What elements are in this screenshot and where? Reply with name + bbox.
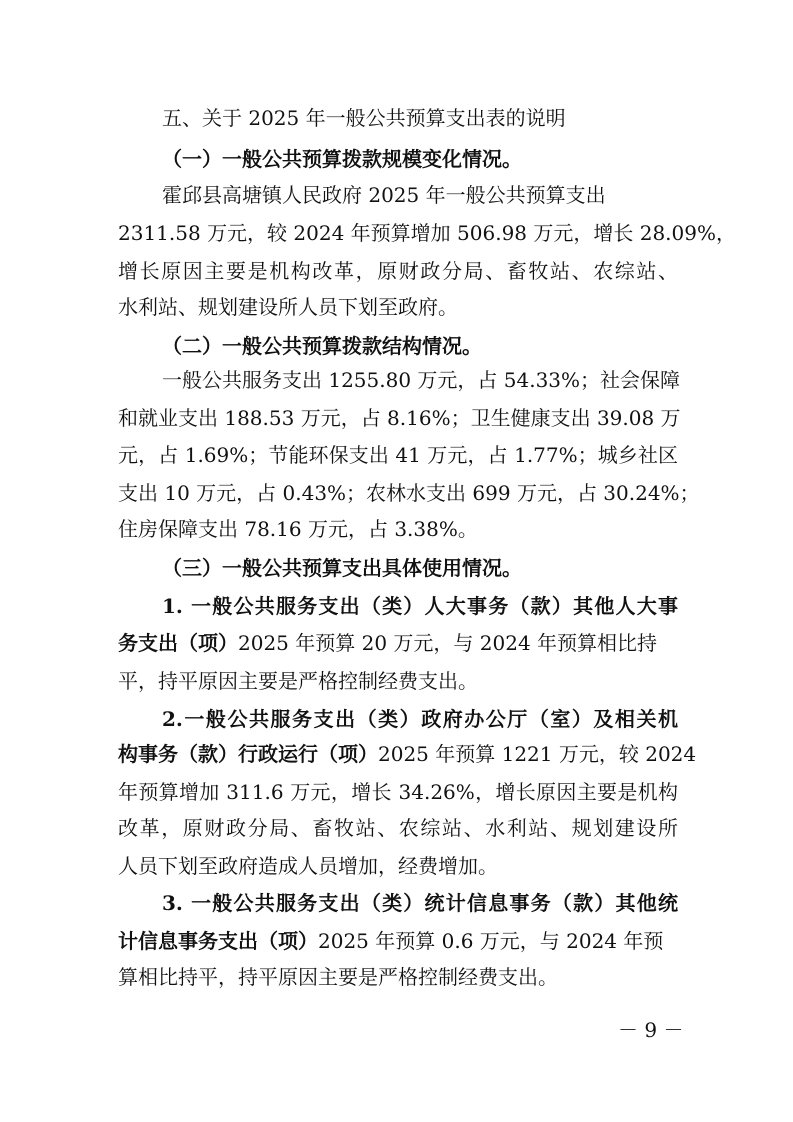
item-1-rest: 2025 年预算 20 万元，与 2024 年预算相比持 xyxy=(238,631,658,655)
item-3-rest: 2025 年预算 0.6 万元，与 2024 年预 xyxy=(318,929,664,953)
paragraph-1-line-2: 2311.58 万元，较 2024 年预算增加 506.98 万元，增长 28.09%， xyxy=(118,221,736,245)
paragraph-2-line-5: 住房保障支出 78.16 万元，占 3.38%。 xyxy=(118,517,478,541)
subsection-heading-2: （二）一般公共预算拨款结构情况。 xyxy=(162,334,482,358)
section-title: 五、关于 2025 年一般公共预算支出表的说明 xyxy=(162,106,566,130)
item-2-line-2 xyxy=(118,742,697,766)
paragraph-2-line-2: 和就业支出 188.53 万元，占 8.16%；卫生健康支出 39.08 万 xyxy=(118,406,681,430)
paragraph-1-line-3: 增长原因主要是机构改革，原财政分局、畜牧站、农综站、 xyxy=(118,259,678,283)
item-1-line-2 xyxy=(118,631,678,655)
item-3-bold-part: 计信息事务支出（项） xyxy=(118,929,318,953)
item-3-line-2 xyxy=(118,929,678,953)
item-1-line-3: 平，持平原因主要是严格控制经费支出。 xyxy=(118,669,478,693)
item-1-line-1: 1. 一般公共服务支出（类）人大事务（款）其他人大事 xyxy=(162,594,678,618)
paragraph-2-line-4: 支出 10 万元，占 0.43%；农林水支出 699 万元，占 30.24%； xyxy=(118,481,700,505)
subsection-heading-1: （一）一般公共预算拨款规模变化情况。 xyxy=(162,147,522,171)
paragraph-1-line-1: 霍邱县高塘镇人民政府 2025 年一般公共预算支出 xyxy=(162,183,606,207)
item-3-line-3: 算相比持平，持平原因主要是严格控制经费支出。 xyxy=(118,965,558,989)
paragraph-1-line-4: 水利站、规划建设所人员下划至政府。 xyxy=(118,295,458,319)
subsection-heading-3: （三）一般公共预算支出具体使用情况。 xyxy=(162,556,522,580)
paragraph-2-line-1: 一般公共服务支出 1255.80 万元，占 54.33%；社会保障 xyxy=(162,368,681,392)
item-2-line-1: 2.一般公共服务支出（类）政府办公厅（室）及相关机 xyxy=(162,707,678,731)
item-2-bold-part: 构事务（款）行政运行（项） xyxy=(118,742,378,766)
paragraph-2-line-3: 元，占 1.69%；节能环保支出 41 万元，占 1.77%；城乡社区 xyxy=(118,443,678,467)
item-2-line-3: 年预算增加 311.6 万元，增长 34.26%，增长原因主要是机构 xyxy=(118,780,678,804)
item-2-line-4: 改革，原财政分局、畜牧站、农综站、水利站、规划建设所 xyxy=(118,816,678,840)
item-1-bold-part: 务支出（项） xyxy=(118,631,238,655)
item-2-line-5: 人员下划至政府造成人员增加，经费增加。 xyxy=(118,854,498,878)
page-number: － 9 － xyxy=(618,1018,684,1042)
item-2-rest: 2025 年预算 1221 万元，较 2024 xyxy=(378,742,697,766)
item-3-line-1: 3. 一般公共服务支出（类）统计信息事务（款）其他统 xyxy=(162,891,678,915)
